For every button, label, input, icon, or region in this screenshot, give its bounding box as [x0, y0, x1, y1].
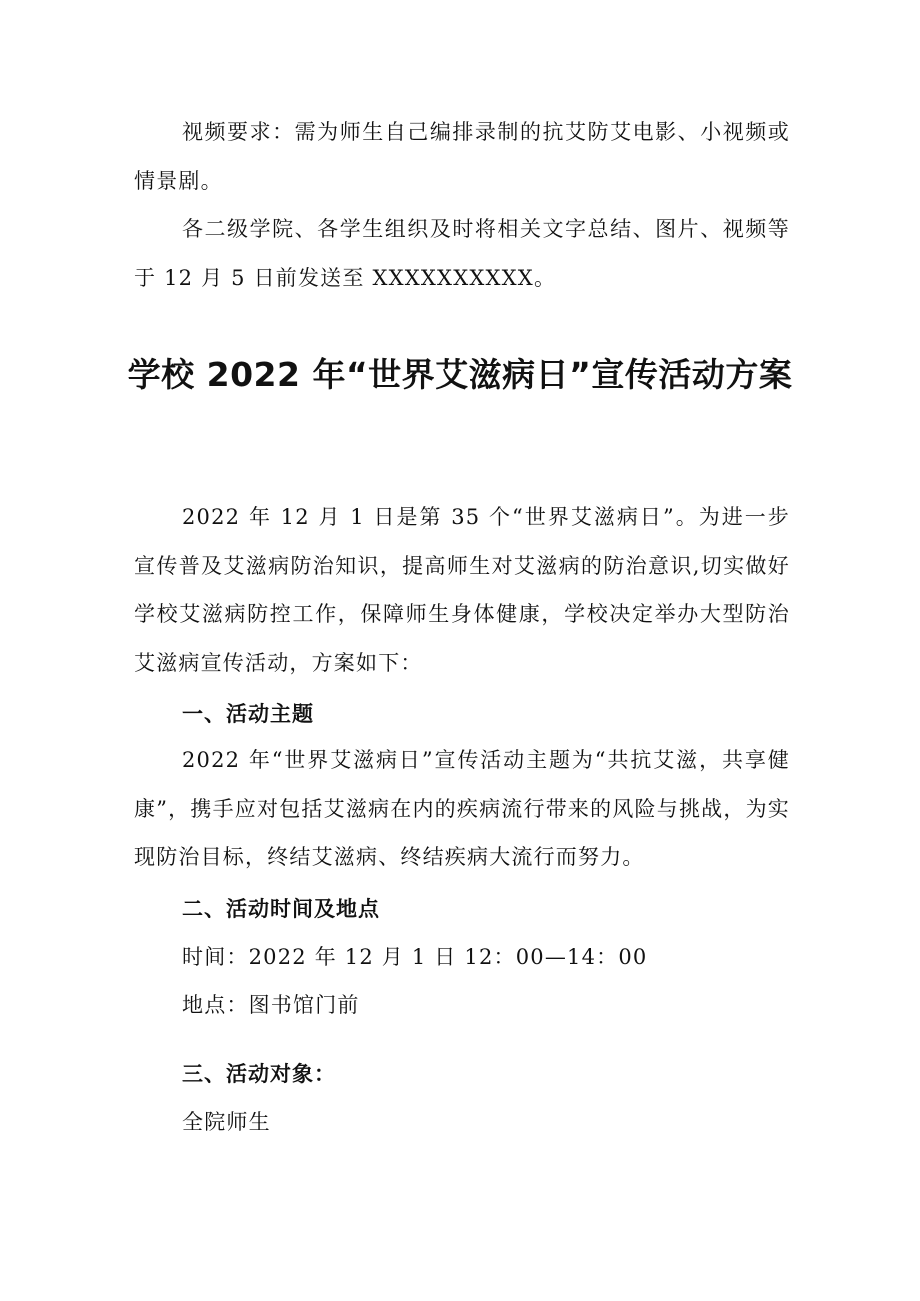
place-line: 地点：图书馆门前 — [182, 993, 360, 1017]
theme-paragraph: 2022 年“世界艾滋病日”宣传活动主题为“共抗艾滋，共享健康”，携手应对包括艾滋病在内的疾病流行带来的风险与挑战，为实现防治目标，终结艾滋病、终结疾病大流行而努力。 — [134, 748, 790, 869]
intro-paragraph: 2022 年 12 月 1 日是第 35 个“世界艾滋病日”。为进一步宣传普及艾滋病防治知识，提高师生对艾滋病的防治意识,切实做好学校艾滋病防控工作，保障师生身体健康，学校决定举办大型防治艾滋病宣传活动，方案如下： — [134, 505, 790, 675]
section-heading-audience: 三、活动对象： — [182, 1062, 336, 1086]
section-heading-theme: 一、活动主题 — [182, 702, 314, 726]
section-heading-time-place: 二、活动时间及地点 — [182, 897, 380, 921]
audience-line: 全院师生 — [182, 1110, 271, 1134]
document-title: 学校 2022 年“世界艾滋病日”宣传活动方案 — [127, 355, 793, 394]
video-requirement-paragraph: 视频要求：需为师生自己编排录制的抗艾防艾电影、小视频或情景剧。 — [134, 120, 790, 193]
submission-paragraph: 各二级学院、各学生组织及时将相关文字总结、图片、视频等于 12 月 5 日前发送至 XXXXXXXXXX。 — [134, 217, 790, 290]
time-line: 时间：2022 年 12 月 1 日 12：00—14：00 — [182, 945, 648, 969]
